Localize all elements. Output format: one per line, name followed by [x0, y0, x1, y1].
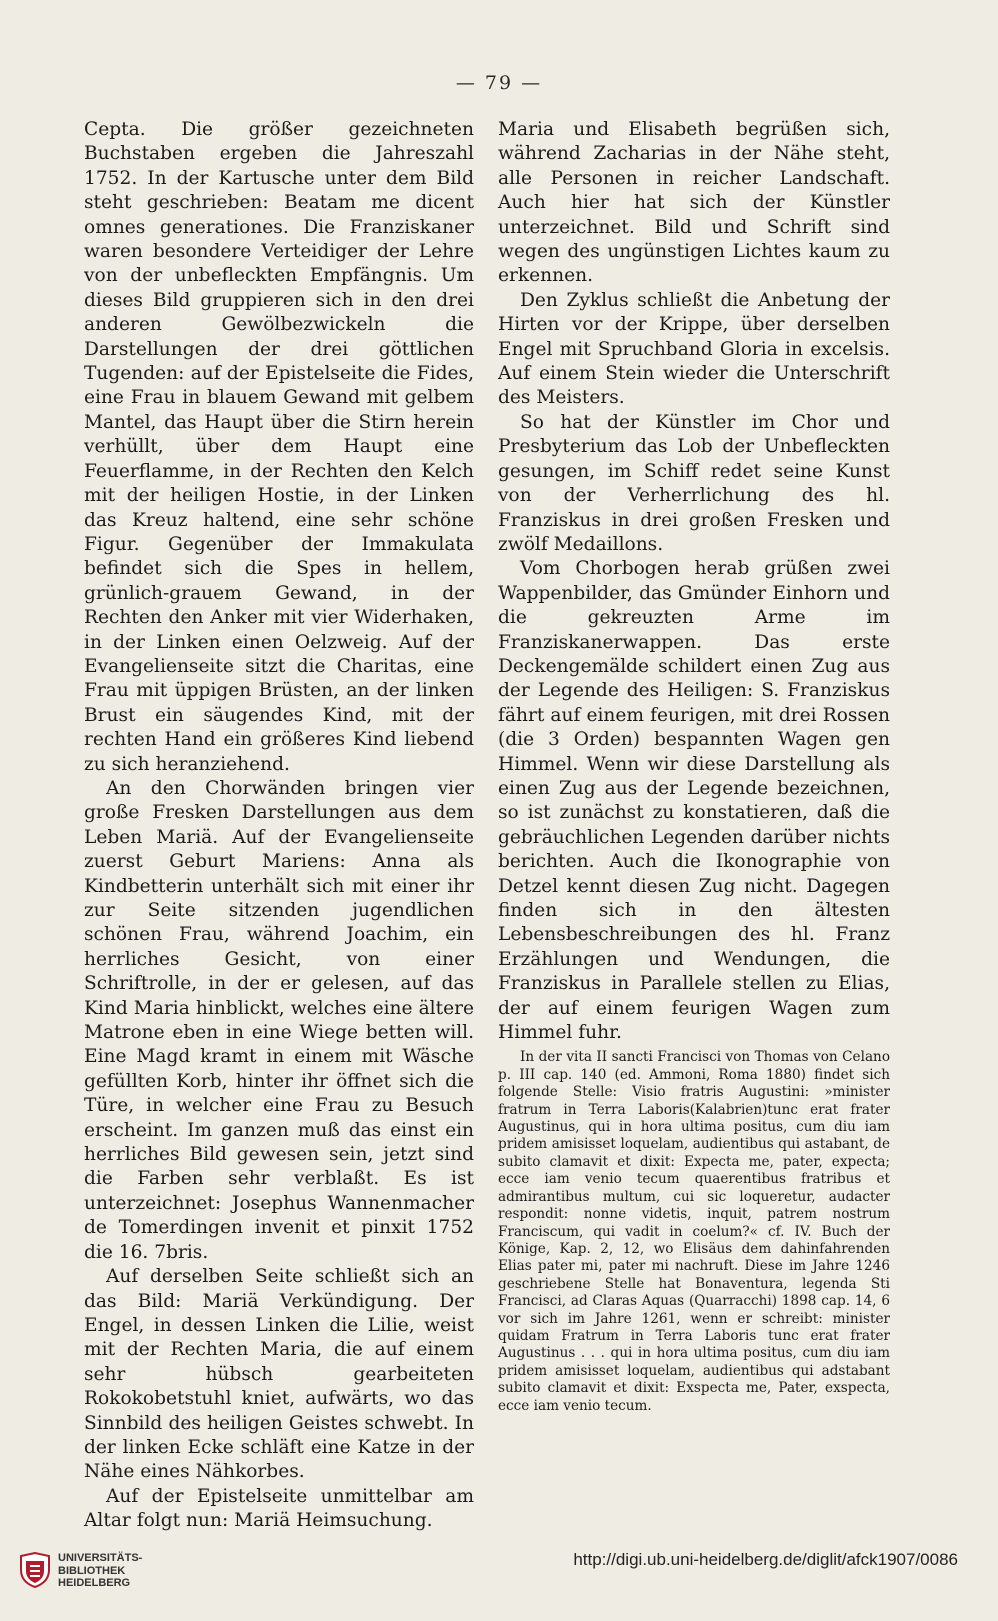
paragraph: Maria und Elisabeth begrüßen sich, während Zacharias in der Nähe steht, alle Personen in reicher Landschaft. Auch hier hat sich der Künstler unterzeichnet. Bild und Schrift sind wegen des ungünstigen Lichtes kaum zu erkennen. — [498, 119, 890, 287]
paragraph: Den Zyklus schließt die Anbetung der Hirten vor der Krippe, über derselben Engel mit Spruchband Gloria in excelsis. Auf einem Stein wieder die Unterschrift des Meisters. — [498, 289, 890, 409]
footer — [0, 1530, 998, 1621]
library-name — [58, 1552, 142, 1590]
page-number: — 79 — — [455, 72, 543, 94]
library-name-line: BIBLIOTHEK — [58, 1564, 126, 1577]
source-url-link[interactable]: http://digi.ub.uni-heidelberg.de/diglit/afck1907/0086 — [573, 1550, 958, 1569]
library-name-line: HEIDELBERG — [58, 1577, 131, 1589]
paragraph: So hat der Künstler im Chor und Presbyterium das Lob der Unbefleckten gesungen, im Schiff redet seine Kunst von der Verherrlichung des hl. Franziskus in drei großen Fresken und zwölf Medaillons. — [498, 411, 890, 555]
footnote: In der vita II sancti Francisci von Thomas von Celano p. III cap. 140 (ed. Ammoni, Roma 1880) findet sich folgende Stelle: Visio fratris Augustini: »minister fratrum in Terra Laboris(Kalabrien)tunc erat frater Augustinus, qui in hora ultima positus, cum diu iam pridem amisisset loquelam, audientibus qui astabant, de subito clamavit et dixit: Expecta me, pater, expecta; ecce iam venio tecum quaerentibus fratribus et admirantibus multum, cui sic loqueretur, audacter respondit: nonne videtis, inquit, patrem nostrum Franciscum, qui vadit in coelum?« cf. IV. Buch der Könige, Kap. 2, 12, wo Elisäus dem dahinfahrenden Elias pater mi, pater mi nachruft. Diese im Jahre 1246 geschriebene Stelle hat Bonaventura, legenda Sti Francisci, ad Claras Aquas (Quarracchi) 1898 cap. 14, 6 vor sich im Jahre 1261, wenn er schreibt: minister quidam Fratrum in Terra Laboris tunc erat frater Augustinus . . . qui in hora ultima positus, cum diu iam pridem amisisset loquelam, audientibus qui adstabant subito clamavit et dixit: Exspecta me, Pater, exspecta, ecce iam venio tecum. — [498, 1049, 890, 1414]
paragraph: Auf der Epistelseite unmittelbar am Altar folgt nun: Mariä Heimsuchung. — [84, 1485, 474, 1532]
left-column — [84, 118, 474, 1534]
right-column — [498, 118, 890, 1415]
paragraph: Auf derselben Seite schließt sich an das Bild: Mariä Verkündigung. Der Engel, in dessen Linken die Lilie, weist mit der Rechten Maria, die auf einem sehr hübsch gearbeiteten Rokokobetstuhl kniet, aufwärts, wo das Sinnbild des heiligen Geistes schwebt. In der linken Ecke schläft eine Katze in der Nähe eines Nähkorbes. — [84, 1266, 474, 1483]
paragraph: Cepta. Die größer gezeichneten Buchstaben ergeben die Jahreszahl 1752. In der Kartusche unter dem Bild steht geschrieben: Beatam me dicent omnes generationes. Die Franziskaner waren besondere Verteidiger der Lehre von der unbefleckten Empfängnis. Um dieses Bild gruppieren sich in den drei anderen Gewölbezwickeln die Darstellungen der drei göttlichen Tugenden: auf der Epistelseite die Fides, eine Frau in blauem Gewand mit gelbem Mantel, das Haupt über die Stirn herein verhüllt, über dem Haupt eine Feuerflamme, in der Rechten den Kelch mit der heiligen Hostie, in der Linken das Kreuz haltend, eine sehr schöne Figur. Gegenüber der Immakulata befindet sich die Spes in hellem, grünlich-grauem Gewand, in der Rechten den Anker mit vier Widerhaken, in der Linken einen Oelzweig. Auf der Evangelienseite sitzt die Charitas, eine Frau mit üppigen Brüsten, an der linken Brust ein säugendes Kind, mit der rechten Hand ein größeres Kind liebend zu sich heranziehend. — [84, 119, 474, 775]
library-name-line: UNIVERSITÄTS- — [58, 1552, 143, 1564]
paragraph: An den Chorwänden bringen vier große Fresken Darstellungen aus dem Leben Mariä. Auf der Evangelienseite zuerst Geburt Mariens: Anna als Kindbetterin unterhält sich mit einer ihr zur Seite sitzenden jugendlichen schönen Frau, während Joachim, ein herrliches Gesicht, von einer Schriftrolle, in der er gelesen, auf das Kind Maria hinblickt, welches eine ältere Matrone eben in eine Wiege betten will. Eine Magd kramt in einem mit Wäsche gefüllten Korb, hinter ihr öffnet sich die Türe, in welcher eine Frau zu Besuch erscheint. Im ganzen muß das einst ein herrliches Bild gewesen sein, jetzt sind die Farben sehr verblaßt. Es ist unterzeichnet: Josephus Wannenmacher de Tomerdingen invenit et pinxit 1752 die 16. 7bris. — [84, 777, 474, 1263]
university-library-logo-icon — [18, 1552, 52, 1588]
paragraph: Vom Chorbogen herab grüßen zwei Wappenbilder, das Gmünder Einhorn und die gekreuzten Arme im Franziskanerwappen. Das erste Deckengemälde schildert einen Zug aus der Legende des Heiligen: S. Franziskus fährt auf einem feurigen, mit drei Rossen (die 3 Orden) bespannten Wagen gen Himmel. Wenn wir diese Darstellung als einen Zug aus der Legende bezeichnen, so ist zunächst zu konstatieren, daß die gebräuchlichen Legenden darüber nichts berichten. Auch die Ikonographie von Detzel kennt diesen Zug nicht. Dagegen finden sich in den ältesten Lebensbeschreibungen des hl. Franz Erzählungen und Wendungen, die Franziskus in Parallele stellen zu Elias, der auf einem feurigen Wagen zum Himmel fuhr. — [498, 558, 890, 1044]
